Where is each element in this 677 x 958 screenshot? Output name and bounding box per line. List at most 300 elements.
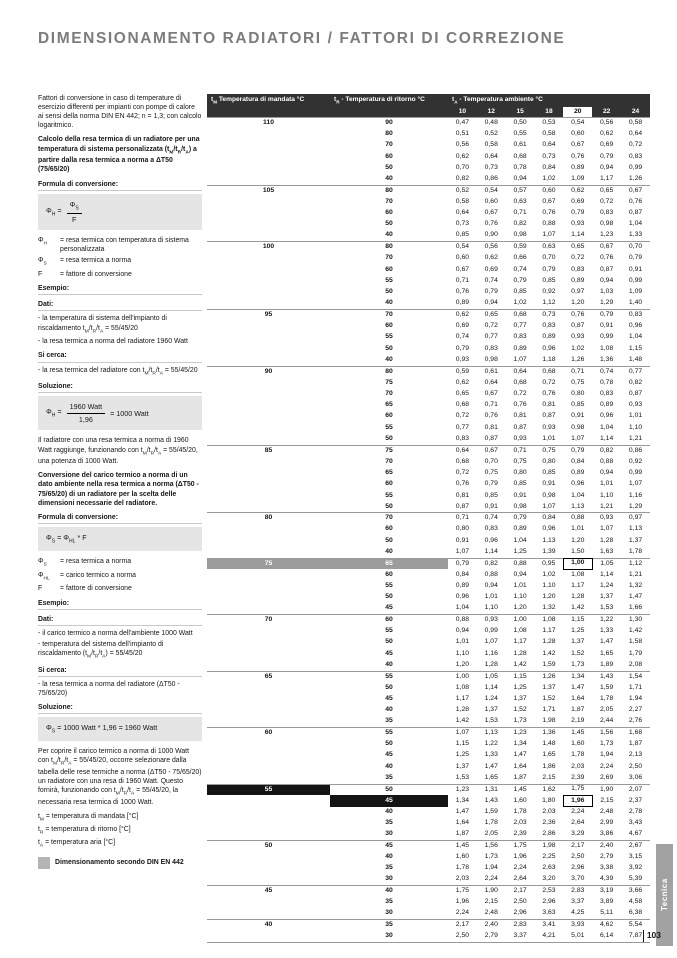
factor-cell: 2,24 <box>571 808 585 816</box>
table-group <box>207 513 650 558</box>
factor-cell: 0,59 <box>513 243 527 251</box>
ambient-temp-header: 12 <box>477 107 506 118</box>
factor-cell: 1,10 <box>628 423 643 431</box>
factor-cell: 0,98 <box>600 220 614 228</box>
factor-cell: 0,97 <box>628 514 643 522</box>
supply-temp-cell <box>207 682 330 693</box>
formula-box-1 <box>38 194 202 231</box>
supply-temp-cell <box>207 524 330 535</box>
factor-cell: 4,62 <box>600 921 614 929</box>
factor-cell: 1,50 <box>571 547 585 555</box>
table-row <box>207 784 650 795</box>
table-row <box>207 863 650 874</box>
legend-ta: $t_A$ = temperatura aria [°C] <box>38 838 116 849</box>
definition-row <box>38 584 202 593</box>
return-temp-cell: 55 <box>385 672 393 680</box>
supply-temp-cell: 55 <box>207 784 330 795</box>
factor-cell: 1,20 <box>571 536 585 544</box>
factor-cell: 1,10 <box>542 581 556 589</box>
factor-cell: 0,76 <box>571 311 585 319</box>
factor-cell: 1,37 <box>455 762 470 770</box>
factor-cell: 1,56 <box>484 842 498 849</box>
factor-cell: 7,87 <box>628 931 643 939</box>
table-row <box>207 276 650 287</box>
factor-cell: 1,47 <box>571 683 585 691</box>
factor-cell: 1,26 <box>628 174 643 182</box>
factor-cell: 1,04 <box>571 491 585 499</box>
table-row <box>207 219 650 230</box>
return-temp-cell: 65 <box>330 558 448 569</box>
supply-temp-cell <box>207 807 330 818</box>
factor-cell: 2,17 <box>513 887 527 895</box>
return-temp-cell: 45 <box>385 751 393 759</box>
factor-cell: 1,14 <box>571 231 585 239</box>
return-temp-cell: 45 <box>385 649 393 657</box>
factor-cell: 0,61 <box>484 367 498 375</box>
factor-cell: 1,13 <box>628 525 643 533</box>
symbol: $\Phi_S$ <box>38 557 47 568</box>
factor-table <box>207 94 650 943</box>
factor-cell: 1,14 <box>484 683 498 691</box>
factor-cell: 0,72 <box>600 197 614 205</box>
factor-cell: 0,94 <box>513 570 527 578</box>
header-supply-temp: $t_M$ Temperatura di mandata °C <box>207 94 330 118</box>
factor-cell: 3,20 <box>542 875 556 883</box>
factor-cell: 3,63 <box>542 909 556 917</box>
factor-cell: 1,60 <box>455 853 470 861</box>
factor-cell: 0,73 <box>455 220 470 228</box>
table-row <box>207 569 650 580</box>
table-row <box>207 648 650 659</box>
supply-temp-cell <box>207 140 330 151</box>
return-temp-cell: 50 <box>385 288 393 296</box>
factor-cell: 0,69 <box>484 265 498 273</box>
factor-cell: 1,87 <box>571 706 585 714</box>
factor-cell: 1,45 <box>513 785 527 793</box>
factor-cell: 0,89 <box>571 163 585 171</box>
return-temp-cell: 60 <box>385 152 393 160</box>
formula-2-denominator: 1,96 <box>78 414 93 424</box>
return-temp-cell: 60 <box>385 616 393 624</box>
section-tab-tecnica: Tecnica <box>656 844 673 946</box>
factor-cell: 0,93 <box>513 434 527 442</box>
factor-cell: 1,34 <box>513 740 527 748</box>
formula-3-expression: $\Phi_S = \Phi_{HL} * F$ <box>46 532 87 545</box>
factor-cell: 4,39 <box>600 875 614 883</box>
factor-cell: 1,71 <box>542 706 556 714</box>
factor-cell: 0,83 <box>542 322 556 330</box>
supply-temp-cell: 110 <box>263 119 274 126</box>
factor-cell: 0,82 <box>628 378 643 386</box>
return-temp-cell: 75 <box>385 378 393 386</box>
factor-cell: 0,98 <box>542 491 556 499</box>
return-temp-cell: 45 <box>330 795 448 806</box>
factor-cell: 0,55 <box>513 130 527 138</box>
factor-cell: 0,76 <box>542 389 556 397</box>
factor-cell: 0,73 <box>484 163 498 171</box>
factor-cell: 0,88 <box>455 616 470 624</box>
symbol: $\Phi_H$ <box>38 237 47 247</box>
factor-cell: 1,07 <box>542 231 556 239</box>
table-group <box>207 185 650 241</box>
supply-temp-cell <box>207 739 330 750</box>
factor-cell: 0,67 <box>600 243 614 251</box>
factor-cell: 1,59 <box>600 683 614 691</box>
supply-temp-cell <box>207 287 330 298</box>
factor-cell: 0,66 <box>513 254 527 262</box>
table-group <box>207 920 650 943</box>
factor-cell: 1,02 <box>542 570 556 578</box>
table-group <box>207 366 650 445</box>
factor-cell: 1,14 <box>600 434 614 442</box>
table-row <box>207 603 650 614</box>
sicerca-item: - la resa termica a norma del radiatore (ΔT50 - 75/65/20) <box>38 680 180 697</box>
symbol: $\Phi_S$ <box>38 257 47 267</box>
factor-cell: 2,50 <box>571 853 585 861</box>
factor-cell: 1,09 <box>571 174 585 182</box>
return-temp-cell: 70 <box>385 514 393 522</box>
supply-temp-cell <box>207 547 330 558</box>
factor-cell: 2,79 <box>600 853 614 861</box>
return-temp-cell: 40 <box>385 887 393 895</box>
factor-cell: 0,72 <box>542 378 556 386</box>
factor-cell: 0,79 <box>455 559 470 567</box>
factor-cell: 0,79 <box>542 265 556 273</box>
factor-cell: 1,36 <box>600 355 614 363</box>
factor-cell: 0,64 <box>455 446 470 454</box>
factor-cell: 3,37 <box>571 898 585 906</box>
symbol-description: = fattore di conversione <box>60 271 132 279</box>
return-temp-cell: 35 <box>385 898 393 906</box>
factor-cell: 0,85 <box>455 231 470 239</box>
factor-cell: 6,38 <box>628 909 643 917</box>
factor-cell: 0,81 <box>542 401 556 409</box>
supply-temp-cell <box>207 705 330 716</box>
table-row <box>207 423 650 434</box>
factor-cell: 0,88 <box>571 514 585 522</box>
factor-cell: 2,48 <box>600 807 614 815</box>
table-row <box>207 456 650 467</box>
factor-cell: 2,96 <box>571 864 585 872</box>
definition-row <box>38 256 202 268</box>
return-temp-cell: 40 <box>385 547 393 555</box>
factor-cell: 1,18 <box>542 355 556 363</box>
return-temp-cell: 35 <box>385 717 393 725</box>
definition-row <box>38 557 202 569</box>
factor-cell: 0,64 <box>628 130 643 138</box>
return-temp-cell: 60 <box>385 480 393 488</box>
factor-cell: 1,47 <box>600 638 614 646</box>
supply-temp-cell <box>207 795 330 806</box>
factor-cell: 1,37 <box>542 683 556 691</box>
formula-2-result: = 1000 Watt <box>110 408 149 418</box>
factor-cell: 1,87 <box>455 830 470 838</box>
supply-temp-cell: 90 <box>264 367 273 375</box>
factor-cell: 3,38 <box>600 864 614 872</box>
factor-cell: 0,60 <box>542 186 556 194</box>
table-group <box>207 242 650 310</box>
factor-cell: 0,83 <box>484 525 498 533</box>
factor-cell: 1,21 <box>628 570 643 578</box>
return-temp-cell: 50 <box>385 536 393 544</box>
return-temp-cell: 80 <box>385 130 393 138</box>
factor-cell: 0,76 <box>484 220 498 228</box>
factor-cell: 2,96 <box>513 909 527 917</box>
return-temp-cell: 45 <box>385 604 393 612</box>
return-temp-cell: 45 <box>385 694 393 702</box>
factor-cell: 2,86 <box>542 830 556 838</box>
supply-temp-cell <box>207 637 330 648</box>
factor-cell: 1,03 <box>600 288 614 296</box>
factor-cell: 0,91 <box>628 265 643 273</box>
factor-cell: 1,10 <box>513 593 527 601</box>
page-title: DIMENSIONAMENTO RADIATORI / FATTORI DI CORREZIONE <box>38 30 566 47</box>
table-row <box>207 163 650 174</box>
factor-cell: 1,20 <box>542 593 556 601</box>
factor-cell: 2,03 <box>513 819 527 827</box>
factor-cell: 0,94 <box>600 276 614 284</box>
factor-cell: 1,53 <box>455 773 470 781</box>
factor-cell: 0,83 <box>513 333 527 341</box>
factor-cell: 3,29 <box>571 830 585 838</box>
factor-cell: 0,68 <box>513 378 527 386</box>
dati-label-2: Dati: <box>38 615 202 626</box>
ambient-temp-header: 24 <box>621 107 650 118</box>
factor-cell: 1,98 <box>542 717 556 725</box>
dati-item: - il carico termico a norma dell'ambiente 1000 Watt <box>38 629 193 637</box>
factor-cell: 0,76 <box>542 209 556 217</box>
factor-cell: 1,34 <box>455 796 470 804</box>
factor-cell: 1,26 <box>542 672 556 680</box>
factor-cell: 1,32 <box>542 604 556 612</box>
return-temp-cell: 65 <box>385 401 393 409</box>
return-temp-cell: 55 <box>385 491 393 499</box>
factor-cell: 0,68 <box>513 152 527 160</box>
factor-cell: 1,29 <box>600 299 614 307</box>
factor-cell: 3,15 <box>628 853 643 861</box>
supply-temp-cell <box>207 219 330 230</box>
definition-row <box>38 571 202 583</box>
supply-temp-cell <box>207 603 330 614</box>
table-row <box>207 829 650 840</box>
factor-cell: 1,07 <box>455 729 470 737</box>
factor-cell: 1,47 <box>628 593 643 601</box>
factor-cell: 0,85 <box>571 401 585 409</box>
supply-temp-cell <box>207 535 330 546</box>
factor-cell: 2,07 <box>628 785 643 793</box>
table-row <box>207 377 650 388</box>
factor-cell: 0,51 <box>455 130 470 138</box>
factor-cell: 0,91 <box>571 412 585 420</box>
result-paragraph-1: Il radiatore con una resa termica a norma di 1960 Watt raggiunge, funzionando con $t_M/t_R/t_A = 55/45/20$, una potenza di 1000 Watt. <box>38 437 198 466</box>
factor-cell: 0,76 <box>600 254 614 262</box>
supply-temp-cell: 65 <box>264 672 273 680</box>
soluzione-label-1: Soluzione: <box>38 382 202 393</box>
table-row <box>207 716 650 727</box>
factor-cell: 2,50 <box>513 898 527 906</box>
factor-cell: 1,87 <box>513 773 527 781</box>
factor-cell: 1,90 <box>484 887 498 895</box>
factor-cell: 3,43 <box>628 819 643 827</box>
supply-temp-cell: 70 <box>264 616 273 624</box>
factor-cell: 1,24 <box>484 694 498 702</box>
factor-cell: 0,88 <box>542 220 556 228</box>
factor-cell: 0,64 <box>542 141 556 149</box>
sicerca-item: - la resa termica del radiatore con $t_M/t_R/t_A = 55/45/20$ <box>38 366 198 376</box>
factor-cell: 0,96 <box>542 344 556 352</box>
supply-temp-cell: 60 <box>264 729 273 737</box>
supply-temp-cell <box>207 129 330 140</box>
factor-cell: 1,42 <box>571 604 585 612</box>
return-temp-cell: 35 <box>385 819 393 827</box>
return-temp-cell: 30 <box>385 830 393 838</box>
table-row <box>207 615 650 626</box>
factor-cell: 0,58 <box>484 141 498 149</box>
factor-cell: 1,05 <box>600 559 614 567</box>
table-row <box>207 841 650 852</box>
factor-cell: 1,98 <box>542 842 556 849</box>
factor-cell: 1,22 <box>484 740 498 748</box>
factor-cell: 0,69 <box>571 197 585 205</box>
factor-cell: 3,70 <box>571 875 585 883</box>
factor-cell: 3,66 <box>628 887 643 895</box>
return-temp-cell: 30 <box>385 875 393 883</box>
factor-cell: 0,99 <box>600 333 614 341</box>
factor-cell: 0,67 <box>484 209 498 217</box>
factor-cell: 1,94 <box>484 864 498 872</box>
factor-cell: 0,79 <box>484 288 498 296</box>
factor-cell: 1,64 <box>513 762 527 770</box>
factor-cell: 5,54 <box>628 921 643 929</box>
factor-cell: 1,15 <box>571 616 585 624</box>
definition-row <box>38 236 202 254</box>
factor-cell: 0,70 <box>484 457 498 465</box>
factor-cell: 0,87 <box>600 265 614 273</box>
formula-2-lhs: $\Phi_H$ = <box>46 407 62 419</box>
factor-cell: 1,09 <box>628 288 643 296</box>
factor-cell: 0,67 <box>484 446 498 454</box>
factor-cell: 1,13 <box>571 502 585 510</box>
factor-cell: 1,23 <box>600 231 614 239</box>
table-row <box>207 174 650 185</box>
factor-cell: 1,59 <box>542 660 556 668</box>
factor-cell: 0,76 <box>455 288 470 296</box>
supply-temp-cell: 45 <box>264 887 273 895</box>
factor-cell: 0,74 <box>484 514 498 522</box>
factor-cell: 1,65 <box>542 751 556 759</box>
return-temp-cell: 50 <box>385 638 393 646</box>
return-temp-cell: 80 <box>385 243 393 251</box>
return-temp-cell: 40 <box>385 660 393 668</box>
supply-temp-cell <box>207 174 330 185</box>
factor-cell: 0,83 <box>600 389 614 397</box>
factor-cell: 1,02 <box>513 299 527 307</box>
return-temp-cell: 65 <box>385 468 393 476</box>
supply-temp-cell <box>207 626 330 637</box>
return-temp-cell: 60 <box>385 265 393 273</box>
symbol-description: = resa termica a norma <box>60 257 132 265</box>
factor-cell: 1,48 <box>542 740 556 748</box>
return-temp-cell: 45 <box>385 842 393 849</box>
supply-temp-cell <box>207 694 330 705</box>
factor-cell: 1,17 <box>455 694 470 702</box>
factor-cell: 1,01 <box>628 412 643 420</box>
factor-cell: 0,54 <box>455 243 470 251</box>
factor-cell: 0,79 <box>600 152 614 160</box>
legend-tm: $t_M$ = temperatura di mandata [°C] <box>38 813 139 823</box>
factor-cell: 1,01 <box>513 581 527 589</box>
factor-cell: 0,77 <box>455 423 470 431</box>
factor-cell: 0,80 <box>455 525 470 533</box>
table-row <box>207 287 650 298</box>
factor-cell: 0,72 <box>571 254 585 262</box>
factor-cell: 1,78 <box>628 547 643 555</box>
return-temp-cell: 50 <box>385 220 393 228</box>
factor-cell: 2,53 <box>542 887 556 895</box>
formula-box-4 <box>38 717 202 741</box>
factor-cell: 0,62 <box>571 186 585 194</box>
table-row <box>207 332 650 343</box>
factor-cell: 0,83 <box>600 209 614 217</box>
factor-cell: 0,82 <box>513 220 527 228</box>
factor-cell: 0,86 <box>628 446 643 454</box>
factor-cell: 2,63 <box>542 864 556 872</box>
table-row <box>207 682 650 693</box>
factor-cell: 0,88 <box>513 559 527 567</box>
supply-temp-cell: 40 <box>264 921 273 929</box>
factor-cell: 3,93 <box>571 921 585 929</box>
factor-cell: 1,65 <box>600 649 614 657</box>
soluzione-label-2: Soluzione: <box>38 703 202 714</box>
factor-cell: 0,85 <box>542 468 556 476</box>
table-row <box>207 750 650 761</box>
factor-cell: 2,83 <box>513 921 527 929</box>
factor-cell: 1,04 <box>600 423 614 431</box>
return-temp-cell: 50 <box>385 163 393 171</box>
table-row <box>207 795 650 806</box>
table-group <box>207 841 650 886</box>
factor-cell: 1,10 <box>600 491 614 499</box>
header-return-temp: $t_R$ - Temperatura di ritorno °C <box>330 94 448 118</box>
supply-temp-cell <box>207 863 330 874</box>
factor-cell: 0,53 <box>542 119 556 126</box>
factor-cell: 0,77 <box>513 322 527 330</box>
return-temp-cell: 35 <box>385 773 393 781</box>
factor-cell: 1,07 <box>571 434 585 442</box>
esempio-label-2: Esempio: <box>38 599 202 610</box>
factor-cell: 0,68 <box>455 401 470 409</box>
supply-temp-cell <box>207 355 330 366</box>
return-temp-cell: 30 <box>385 909 393 917</box>
factor-cell: 0,47 <box>455 119 470 126</box>
factor-cell: 1,01 <box>484 593 498 601</box>
factor-cell: 0,67 <box>455 265 470 273</box>
return-temp-cell: 60 <box>385 570 393 578</box>
calc-heading: Calcolo della resa termica di un radiatore per una temperatura di sistema personalizzata $(t_M/t_R/t_A)$ a partire dalla resa termica a norma a ΔT50 (75/65/20) <box>38 136 200 174</box>
factor-cell: 1,01 <box>455 638 470 646</box>
return-temp-cell: 50 <box>385 785 393 793</box>
factor-cell: 2,39 <box>513 830 527 838</box>
factor-cell: 1,59 <box>484 807 498 815</box>
ambient-temp-header: 15 <box>506 107 535 118</box>
factor-cell: 1,13 <box>542 536 556 544</box>
factor-cell: 0,93 <box>600 514 614 522</box>
factor-cell: 0,89 <box>571 468 585 476</box>
factor-cell: 0,67 <box>571 141 585 149</box>
factor-cell: 0,87 <box>484 434 498 442</box>
factor-cell: 0,98 <box>513 502 527 510</box>
ambient-temp-header: 18 <box>535 107 564 118</box>
